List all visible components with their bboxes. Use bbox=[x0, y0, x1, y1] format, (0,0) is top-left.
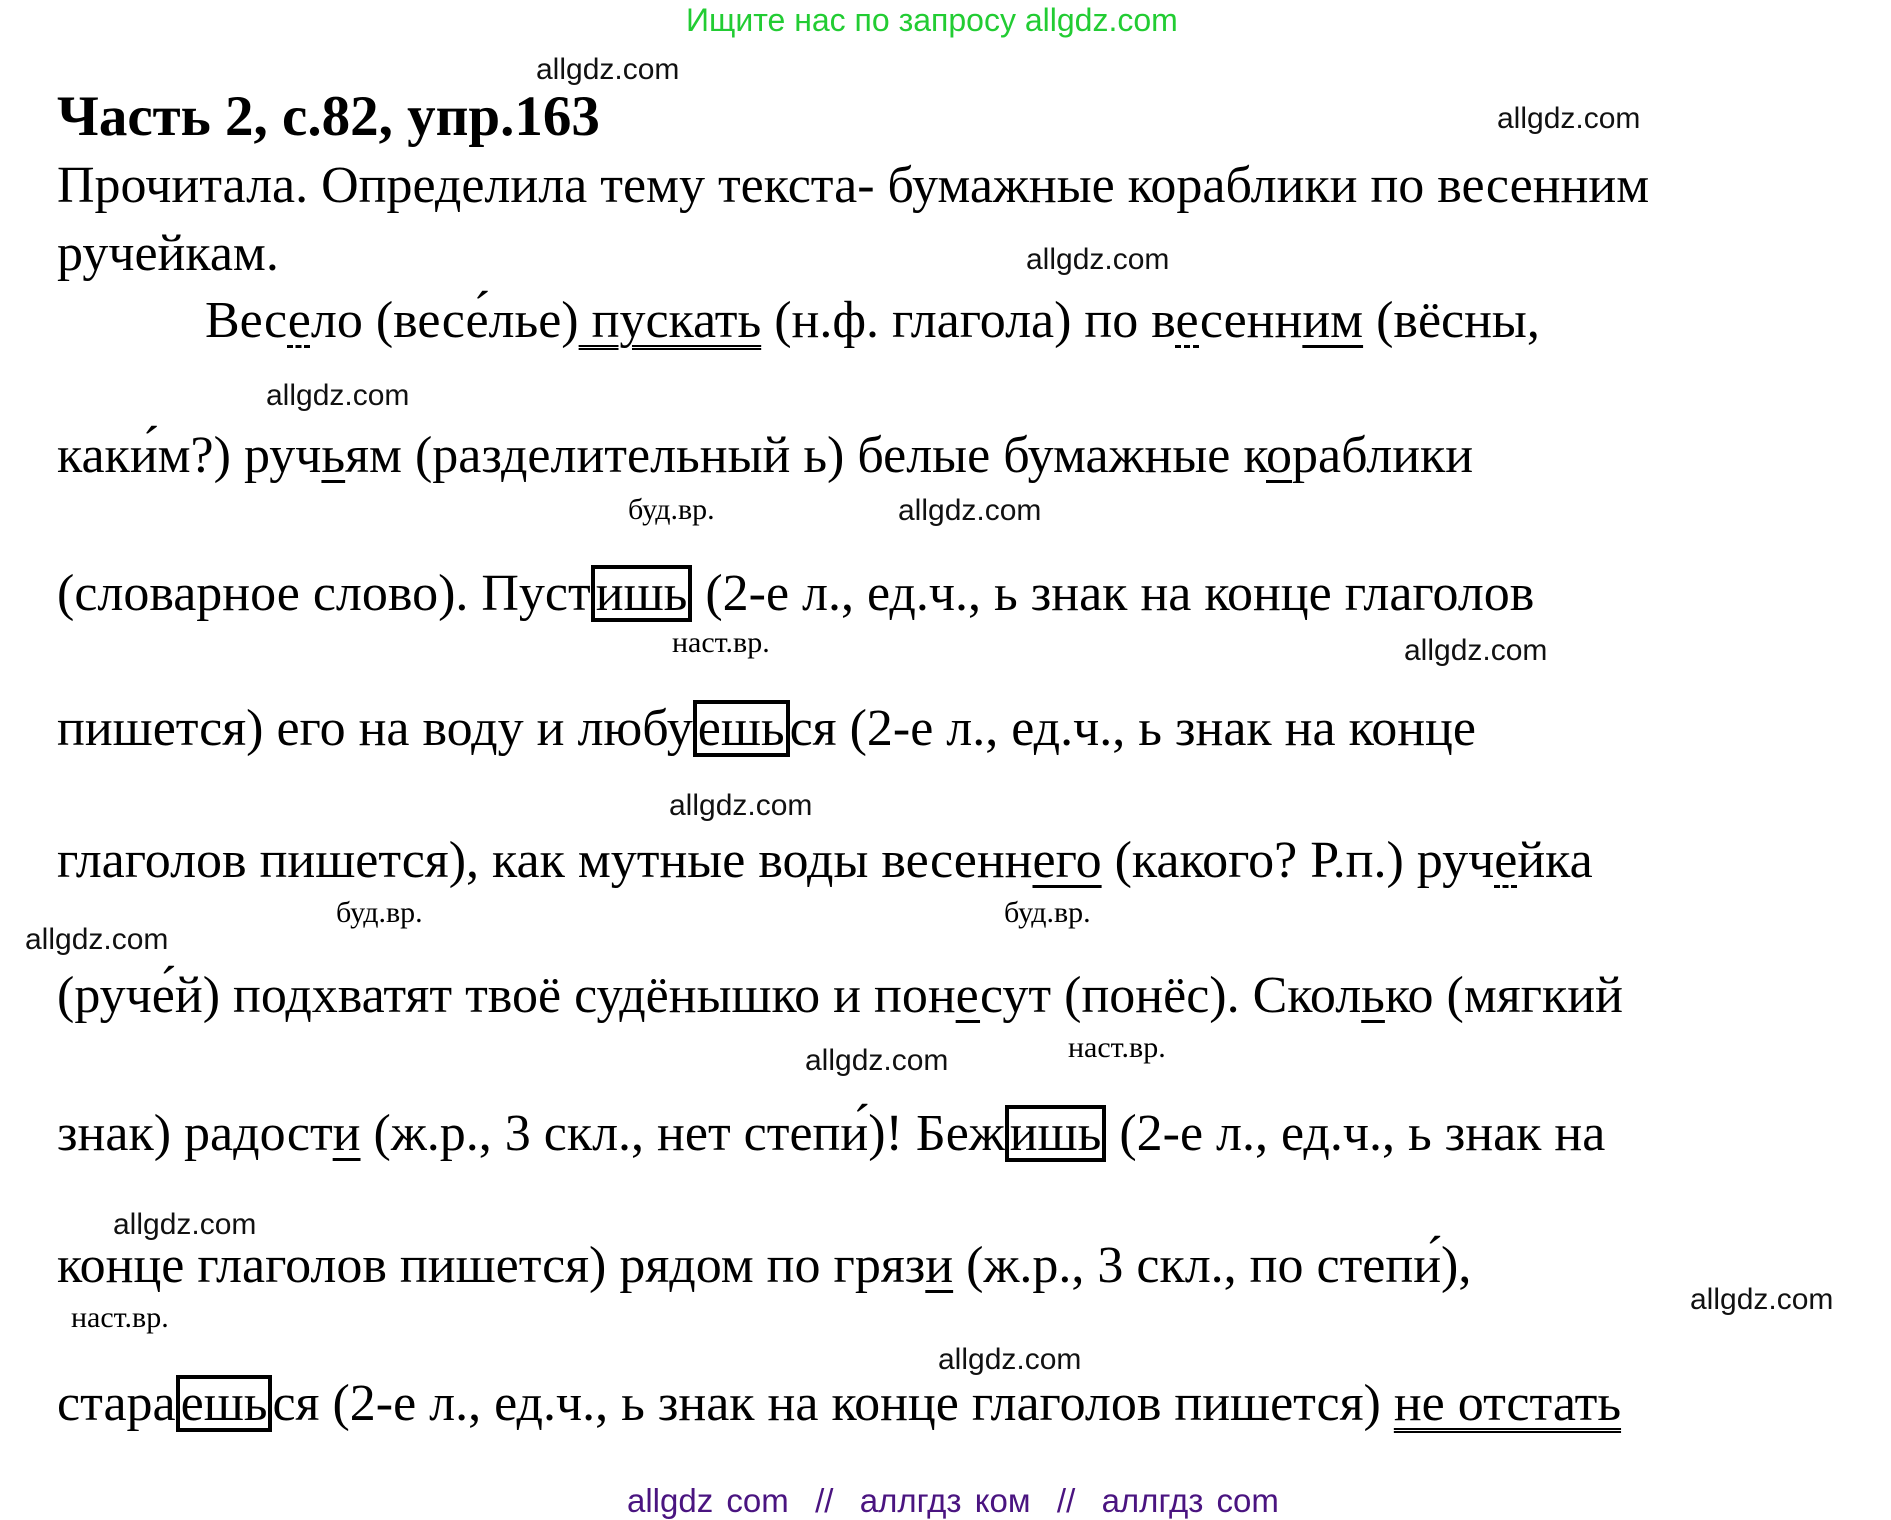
watermark: allgdz.com bbox=[1690, 1283, 1834, 1316]
watermark: allgdz.com bbox=[266, 379, 410, 412]
intro-line-1: Прочитала. Определила тему текста- бумажные кораблики по весенним bbox=[57, 157, 1650, 214]
ending-box: ишь bbox=[1005, 1105, 1107, 1162]
text-line-5: глаголов пишется), как мутные воды весеннего (какого? Р.п.) ручейка bbox=[57, 832, 1593, 889]
ending-mark: его bbox=[1032, 832, 1102, 889]
soft-sign-mark: ь bbox=[1361, 967, 1385, 1024]
watermark: allgdz.com bbox=[1404, 634, 1548, 667]
ending-mark: и bbox=[925, 1237, 954, 1294]
watermark: allgdz.com bbox=[669, 789, 813, 822]
watermark: allgdz.com bbox=[1026, 243, 1170, 276]
watermark: allgdz.com bbox=[536, 53, 680, 86]
tense-note: буд.вр. bbox=[628, 493, 715, 526]
watermark: allgdz.com bbox=[805, 1044, 949, 1077]
text-line-4: пишется) его на воду и любуешься (2-е л., ед.ч., ь знак на конце bbox=[57, 700, 1476, 757]
tense-note: буд.вр. bbox=[336, 896, 423, 929]
search-banner: Ищите нас по запросу allgdz.com bbox=[686, 2, 1178, 38]
text-line-8: конце глаголов пишется) рядом по грязи (ж.р., 3 скл., по степи́), bbox=[57, 1237, 1472, 1294]
watermark: allgdz.com bbox=[113, 1208, 257, 1241]
ending-mark: им bbox=[1302, 292, 1364, 349]
vowel-mark: е bbox=[287, 292, 311, 349]
soft-sign-mark: ь bbox=[321, 427, 346, 484]
vowel-mark: о bbox=[1266, 427, 1293, 484]
text-line-1: Весело (весе́лье) пускать (н.ф. глагола) по весенним (вёсны, bbox=[205, 292, 1540, 349]
predicate-underline: не отстать bbox=[1393, 1375, 1622, 1432]
text-line-9: стараешься (2-е л., ед.ч., ь знак на конце глаголов пишется) не отстать bbox=[57, 1375, 1622, 1432]
tense-note: наст.вр. bbox=[71, 1301, 169, 1334]
watermark: allgdz.com bbox=[898, 494, 1042, 527]
ending-box: ишь bbox=[591, 565, 693, 622]
intro-line-2: ручейкам. bbox=[57, 225, 279, 282]
text-line-2: каки́м?) ручьям (разделительный ь) белые бумажные кораблики bbox=[57, 427, 1474, 484]
vowel-mark: е bbox=[1494, 832, 1518, 889]
text-line-3: (словарное слово). Пустишь (2-е л., ед.ч., ь знак на конце глаголов bbox=[57, 565, 1535, 622]
watermark: allgdz.com bbox=[938, 1343, 1082, 1376]
watermark: allgdz.com bbox=[25, 923, 169, 956]
watermark: allgdz.com bbox=[1497, 102, 1641, 135]
tense-note: наст.вр. bbox=[672, 626, 770, 659]
ending-box: ешь bbox=[693, 700, 790, 757]
vowel-mark: е bbox=[1175, 292, 1200, 349]
footer-watermark: allgdz com // аллгдз ком // аллгдз com bbox=[627, 1482, 1279, 1519]
tense-note: наст.вр. bbox=[1068, 1031, 1166, 1064]
predicate-underline: пускать bbox=[578, 292, 762, 349]
ending-mark: и bbox=[332, 1105, 361, 1162]
text-line-6: (руче́й) подхватят твоё судёнышко и понесут (понёс). Сколько (мягкий bbox=[57, 967, 1623, 1024]
vowel-mark: е bbox=[955, 967, 981, 1024]
tense-note: буд.вр. bbox=[1004, 896, 1091, 929]
page-title: Часть 2, с.82, упр.163 bbox=[57, 85, 600, 148]
ending-box: ешь bbox=[176, 1375, 273, 1432]
text-line-7: знак) радости (ж.р., 3 скл., нет степи́)! Бежишь (2-е л., ед.ч., ь знак на bbox=[57, 1105, 1606, 1162]
